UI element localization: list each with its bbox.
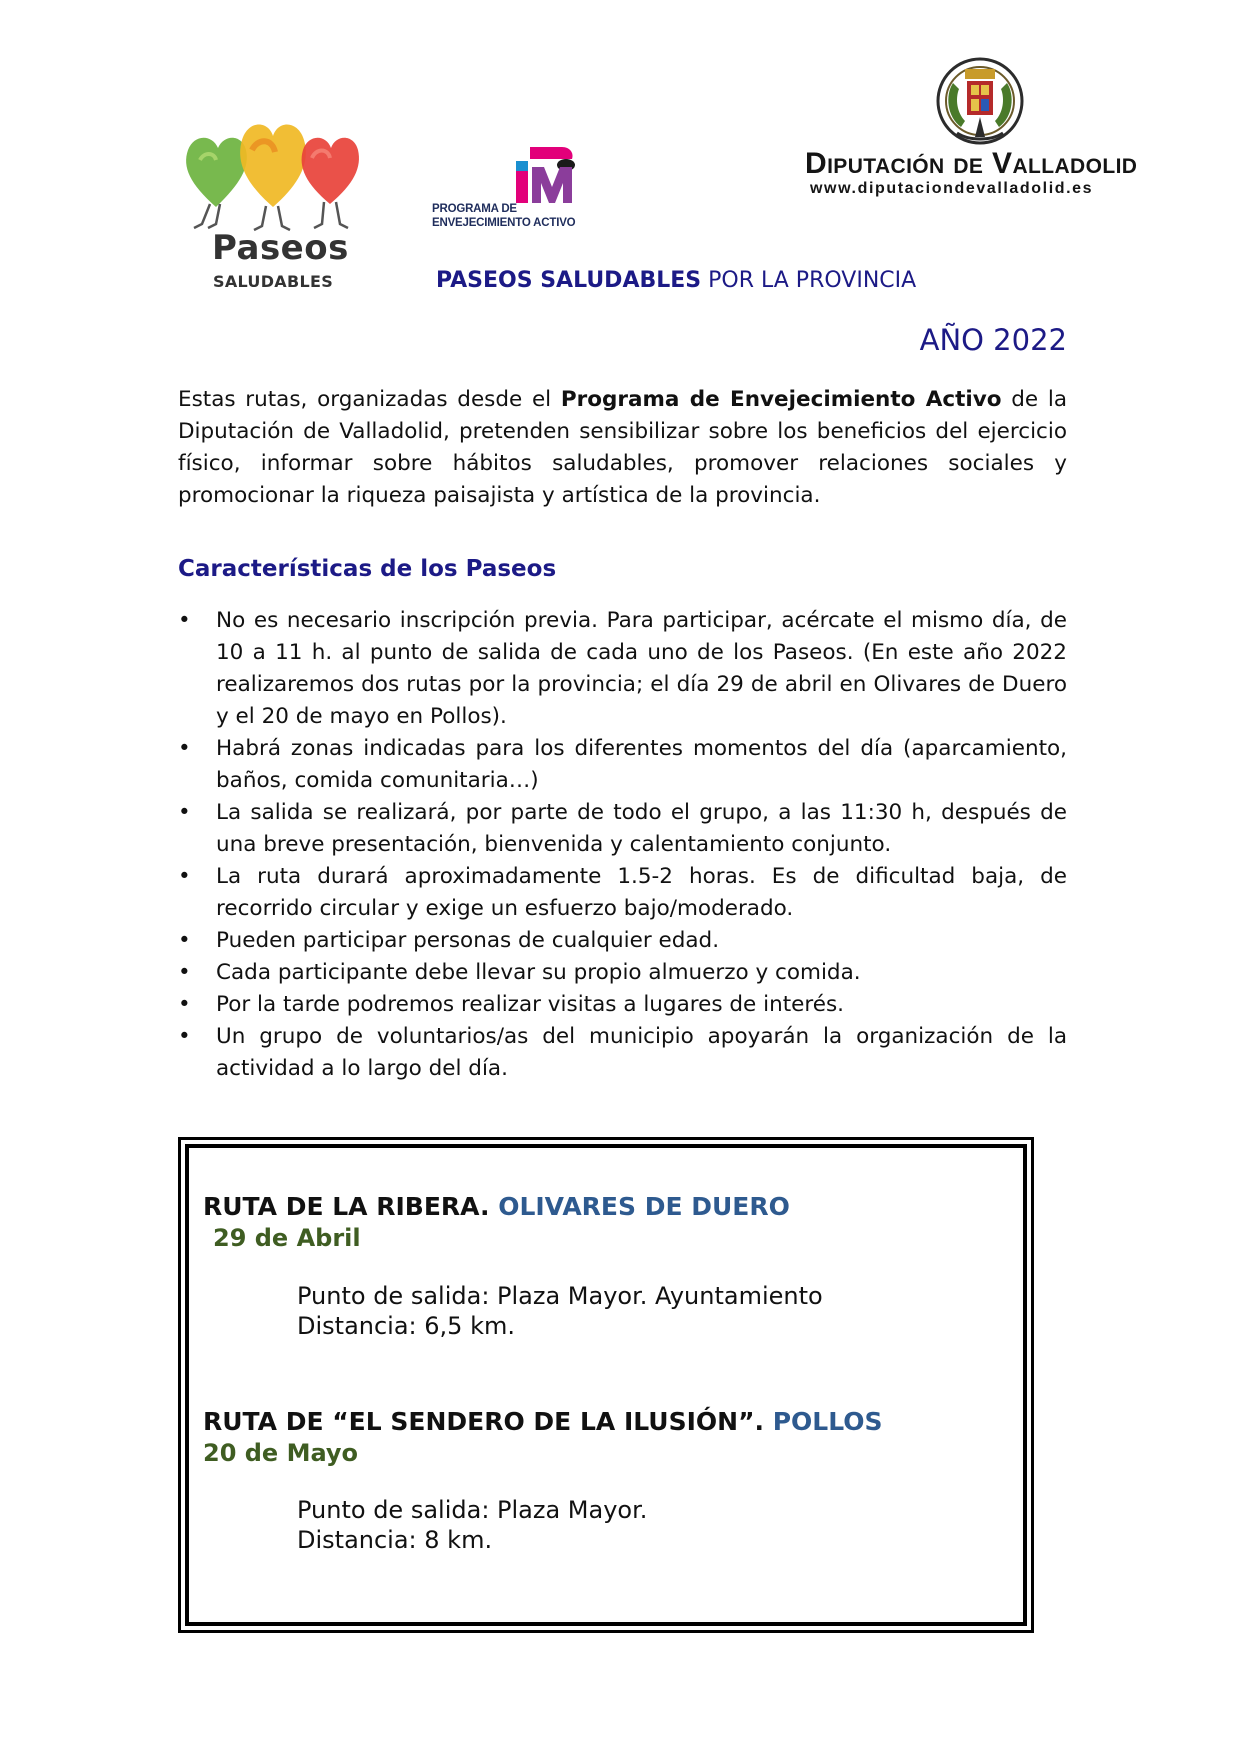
diputacion-name: Diputación de Valladolid bbox=[805, 147, 1138, 180]
bullet-icon: • bbox=[178, 864, 191, 889]
route-1-title: RUTA DE LA RIBERA. OLIVARES DE DUERO bbox=[203, 1192, 790, 1221]
bullet-icon: • bbox=[178, 928, 191, 953]
paseos-logo-word: Paseos bbox=[212, 228, 349, 268]
document-title bbox=[436, 268, 916, 293]
bullet-icon: • bbox=[178, 1024, 191, 1049]
route-2-date: 20 de Mayo bbox=[203, 1439, 359, 1467]
route-2-title: RUTA DE “EL SENDERO DE LA ILUSIÓN”. POLLOS bbox=[203, 1407, 883, 1436]
list-item: • La ruta durará aproximadamente 1.5-2 horas. Es de dificultad baja, de recorrido circular y exige un esfuerzo bajo/moderado. bbox=[178, 861, 1067, 925]
paseos-saludables-logo bbox=[180, 112, 365, 302]
document-title-strong: PASEOS SALUDABLES bbox=[436, 268, 702, 293]
routes-box-inner-border bbox=[185, 1144, 1027, 1626]
pea-logo-line2: ENVEJECIMIENTO ACTIVO bbox=[432, 217, 576, 229]
routes-box bbox=[178, 1137, 1034, 1633]
intro-part2: de la Diputación de Valladolid, pretenden sensibilizar sobre los beneficios del ejercicio físico, informar sobre hábitos saludables, promover relaciones sociales y promocionar la riqueza paisajista y artística de la provincia. bbox=[178, 387, 1067, 508]
list-item: • La salida se realizará, por parte de todo el grupo, a las 11:30 h, después de una breve presentación, bienvenida y calentamiento conjunto. bbox=[178, 797, 1067, 861]
list-item: • Cada participante debe llevar su propio almuerzo y comida. bbox=[178, 957, 1067, 989]
bullet-icon: • bbox=[178, 608, 191, 633]
pea-logo-line1: PROGRAMA DE bbox=[432, 203, 517, 215]
route-2-start: Punto de salida: Plaza Mayor. bbox=[297, 1496, 648, 1524]
route-1-start: Punto de salida: Plaza Mayor. Ayuntamiento bbox=[297, 1282, 823, 1310]
document-title-rest: POR LA PROVINCIA bbox=[701, 268, 917, 293]
coat-of-arms-icon bbox=[935, 55, 1025, 147]
year-heading: AÑO 2022 bbox=[919, 323, 1067, 357]
characteristics-list bbox=[178, 605, 1067, 1085]
bullet-icon: • bbox=[178, 736, 191, 761]
bullet-icon: • bbox=[178, 960, 191, 985]
list-item: • Por la tarde podremos realizar visitas a lugares de interés. bbox=[178, 989, 1067, 1021]
route-2-place: POLLOS bbox=[772, 1407, 883, 1436]
bullet-icon: • bbox=[178, 992, 191, 1017]
pea-monogram-icon bbox=[432, 145, 592, 210]
route-1-date: 29 de Abril bbox=[213, 1224, 361, 1252]
route-1-distance: Distancia: 6,5 km. bbox=[297, 1312, 515, 1340]
route-1-place: OLIVARES DE DUERO bbox=[498, 1192, 790, 1221]
list-item: • Pueden participar personas de cualquier edad. bbox=[178, 925, 1067, 957]
route-2-distance: Distancia: 8 km. bbox=[297, 1526, 493, 1554]
diputacion-url: www.diputaciondevalladolid.es bbox=[810, 180, 1094, 197]
envejecimiento-activo-logo bbox=[432, 145, 592, 240]
hearts-walkers-icon bbox=[180, 112, 365, 232]
list-item: • Habrá zonas indicadas para los diferentes momentos del día (aparcamiento, baños, comida comunitaria…) bbox=[178, 733, 1067, 797]
bullet-icon: • bbox=[178, 800, 191, 825]
list-item: • No es necesario inscripción previa. Para participar, acércate el mismo día, de 10 a 11 h. al punto de salida de cada uno de los Paseos. (En este año 2022 realizaremos dos rutas por la provincia; el día 29 de abril en Olivares de Duero y el 20 de mayo en Pollos). bbox=[178, 605, 1067, 733]
section-heading: Características de los Paseos bbox=[178, 556, 557, 582]
intro-part1: Estas rutas, organizadas desde el bbox=[178, 387, 561, 412]
list-item: • Un grupo de voluntarios/as del municipio apoyarán la organización de la actividad a lo largo del día. bbox=[178, 1021, 1067, 1085]
diputacion-valladolid-logo bbox=[805, 55, 1175, 205]
paseos-logo-subtitle: SALUDABLES bbox=[213, 272, 334, 291]
intro-program-name: Programa de Envejecimiento Activo bbox=[560, 387, 1002, 412]
intro-paragraph bbox=[178, 384, 1067, 512]
